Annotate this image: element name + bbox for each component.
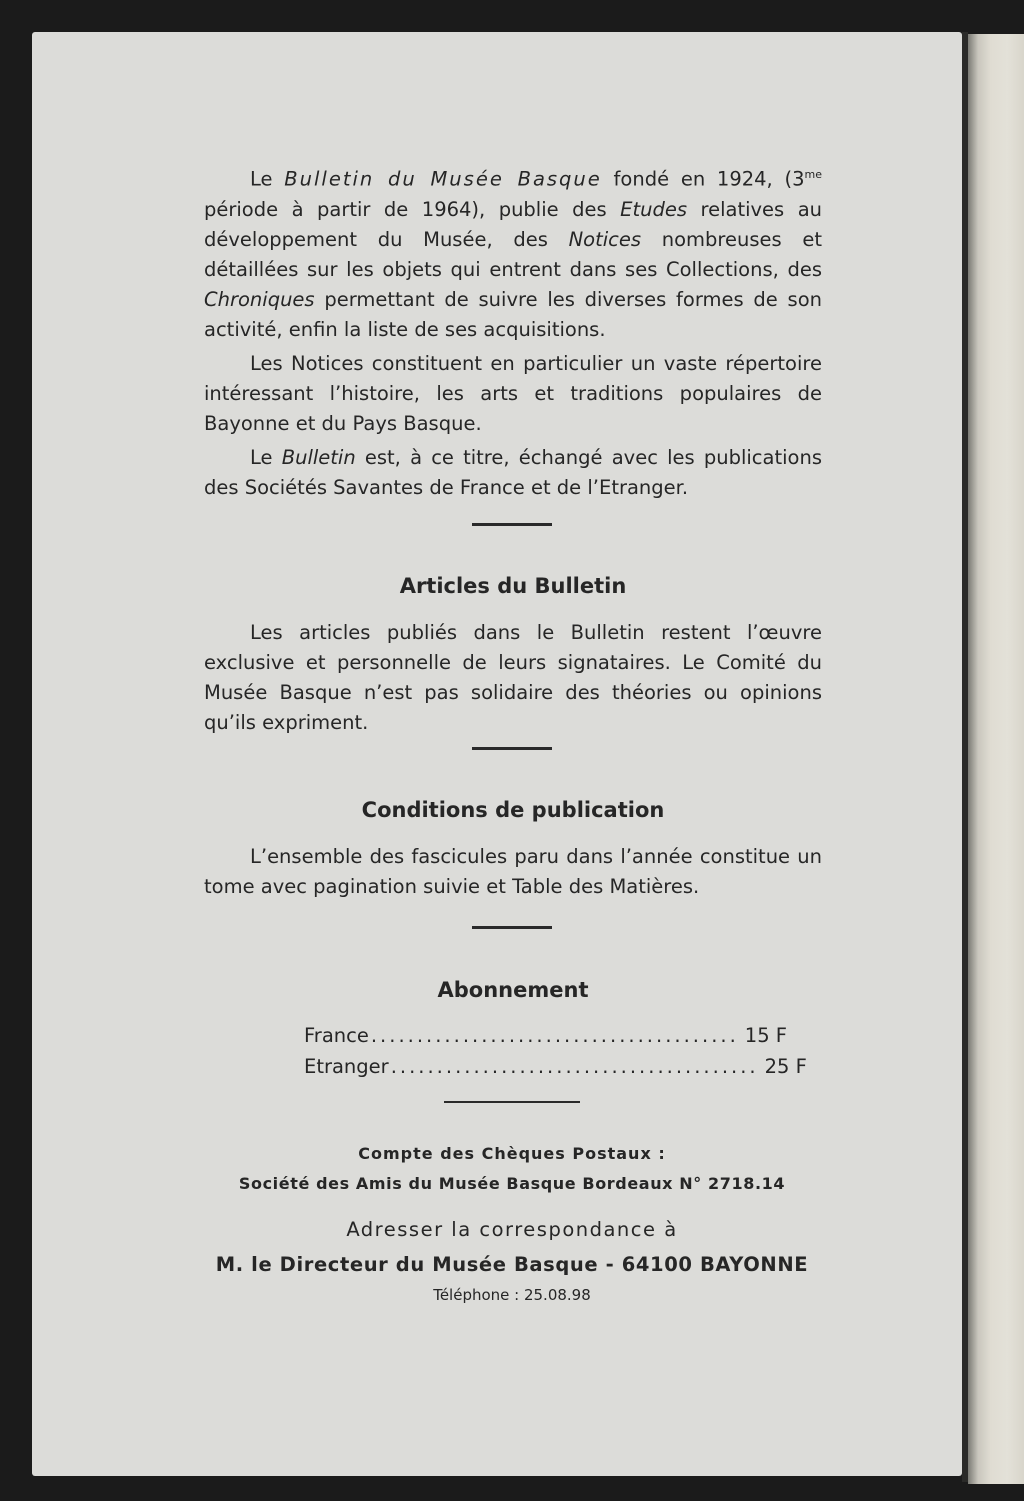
intro-paragraph-1: Le Bulletin du Musée Basque fondé en 1924, ($3^{me}$ période à partir de 1964), publie des Etudes relatives au développement du Musée, des Notices nombreuses et détaillées sur les objets qui entrent dans ses Collections, des Chroniques permettant de suivre les diverses formes de son activité, enfin la liste de ses acquisitions. (204, 167, 822, 341)
articles-heading: Articles du Bulletin (399, 574, 627, 598)
intro-paragraph-2: Les Notices constituent en particulier un vaste répertoire intéressant l’histoire, les arts et traditions populaires de Bayonne et du Pays Basque. (204, 351, 822, 435)
separator-3 (472, 926, 552, 929)
articles-text: Les articles publiés dans le Bulletin restent l’œuvre exclusive et personnelle de leurs signataires. Le Comité du Musée Basque n’est pas solidaire des théories ou opinions qu’ils expriment. (204, 621, 822, 734)
conditions-text: L’ensemble des fascicules paru dans l’année constitue un tome avec pagination suivie et Table des Matières. (204, 845, 822, 898)
subscription-price: 25 F (764, 1055, 807, 1078)
leader-dots: ........................................ (370, 1024, 739, 1047)
bulletin-title: Bulletin du Musée Basque (284, 167, 602, 191)
address-intro: Adresser la correspondance à (346, 1218, 678, 1241)
subscription-label: France (304, 1024, 369, 1047)
address: M. le Directeur du Musée Basque - 64100 BAYONNE (215, 1253, 809, 1276)
abonnement-heading: Abonnement (437, 978, 589, 1002)
subscription-row-etranger (304, 1055, 807, 1078)
subscription-row-france (304, 1024, 788, 1047)
ccp-account: Société des Amis du Musée Basque Bordeaux N° 2718.14 (238, 1174, 786, 1193)
separator-1 (472, 523, 552, 526)
subscription-price: 15 F (744, 1024, 788, 1047)
intro-paragraph-3: Le Bulletin est, à ce titre, échangé avec les publications des Sociétés Savantes de France et de l’Etranger. (204, 445, 822, 499)
leader-dots: ........................................ (390, 1055, 759, 1078)
conditions-heading: Conditions de publication (361, 798, 665, 822)
separator-4 (444, 1101, 580, 1103)
ccp-title: Compte des Chèques Postaux : (358, 1144, 666, 1163)
separator-2 (472, 747, 552, 750)
intro-section (204, 160, 822, 503)
phone: Téléphone : 25.08.98 (433, 1286, 591, 1304)
subscription-label: Etranger (304, 1055, 389, 1078)
